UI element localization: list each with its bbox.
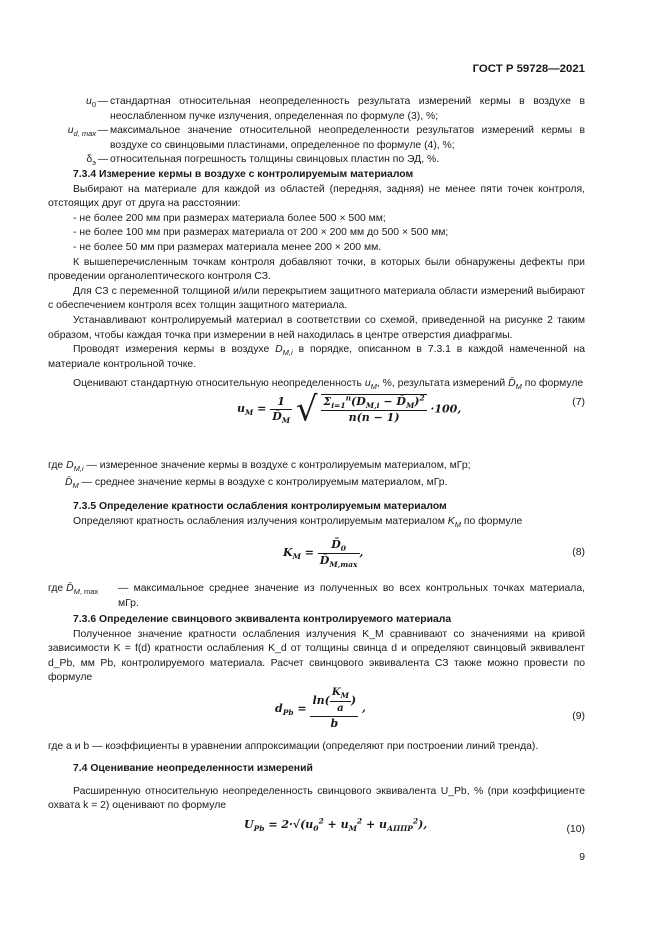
paragraph: Расширенную относительную неопределенность свинцового эквивалента U_Pb, % (при коэффициенте охвата k = 2) оценивают по формуле	[48, 785, 585, 812]
symbol: $u_{d, max}$	[67, 125, 96, 139]
definition-text: максимальное значение относительной неопределенности результатов измерений кермы в воздухе со свинцовыми пластинами, определенное по формуле (4), %;	[110, 125, 585, 151]
definitions-formula-7	[48, 459, 585, 490]
symbol: $\delta_э$	[86, 154, 96, 168]
list-item: - не более 100 мм при размерах материала от 200 × 200 мм до 500 × 500 мм;	[73, 227, 449, 239]
list-item: - не более 50 мм при размерах материала менее 200 × 200 мм.	[73, 241, 382, 253]
paragraph: Устанавливают контролируемый материал в соответствии со схемой, приведенной на рисунке 2 таким образом, чтобы каждая точка при измерении в ней находилась в центре отверстия диафрагмы.	[48, 314, 585, 341]
paragraph: Оценивают стандартную относительную неопределенность $u_M$, %, результата измерений $D̄_M$ по формуле	[73, 378, 584, 392]
definition-text: — максимальное среднее значение из полученных во всех контрольных точках материала, мГр.	[118, 583, 585, 609]
paragraph: К вышеперечисленным точкам контроля добавляют точки, в которых были обнаружены дефекты при проведении органолептического контроля СЗ.	[48, 256, 585, 283]
definition: $D̄_M$ — среднее значение кермы в воздухе с контролируемым материалом, мГр.	[65, 476, 448, 490]
definition-formula-9	[48, 740, 585, 755]
definition-text: относительная погрешность толщины свинцовых пластин по ЭД, %.	[110, 154, 440, 166]
formula-8: $K_M$ = $\frac{D̄_0}{D̄_{M,max}}$ ,	[283, 538, 364, 569]
definition-formula-8: где $D̄_{M, max}$ — максимальное среднее значение из полученных во всех контрольных точках материала, мГр.	[48, 582, 585, 611]
standard-number: ГОСТ Р 59728—2021	[472, 63, 585, 75]
section-heading: 7.3.5 Определение кратности ослабления контролируемым материалом	[73, 501, 447, 512]
section-heading: 7.4 Оценивание неопределенности измерений	[73, 763, 313, 774]
symbol: $u_0$	[86, 96, 96, 110]
equation-number: (10)	[566, 824, 585, 835]
equation-number: (7)	[572, 397, 585, 408]
section-heading: 7.3.6 Определение свинцового эквивалента контролируемого материала	[73, 614, 452, 625]
definition-u0: $u_0$ — стандартная относительная неопределенность результата измерений кермы в воздухе в неослабленном пучке излучения, определенная по формуле (3), %;	[48, 95, 585, 124]
paragraph: Полученное значение кратности ослабления излучения K_M сравнивают со значениями на кривой зависимости K = f(d) кратности ослабления K_d от толщины свинца d и определяют свинцовый эквивалент d_Pb, мм Pb, контролируемого материала. Расчет свинцового эквивалента СЗ также можно провести по формуле	[48, 628, 585, 684]
definition-delta: $\delta_э$ — относительная погрешность толщины свинцовых пластин по ЭД, %.	[48, 153, 585, 168]
definition: где a и b — коэффициенты в уравнении аппроксимации (определяют при построении линий тренда).	[48, 741, 539, 752]
list-item: - не более 200 мм при размерах материала более 500 × 500 мм;	[73, 212, 386, 224]
formula-9: $d_{Pb}$ = ln( $\frac{K_M}{a}$ ) b ,	[275, 687, 366, 731]
paragraph: Для СЗ с переменной толщиной и/или перекрытием защитного материала области измерений выбирают с обеспечением контроля всех толщин защитного материала.	[48, 285, 585, 312]
page-number: 9	[579, 852, 585, 863]
section-7-4	[48, 762, 585, 814]
formula-7: $u_M$ = $\frac{1}{D̄_M}$ √ $\frac{\Sigma_{i=1}^n(D_{M,i} - D̄_M)^2}{n(n - 1)}$ ·100,	[237, 389, 462, 430]
definition-ud-max: $u_{d, max}$ — максимальное значение относительной неопределенности результатов измерений кермы в воздухе со свинцовыми пластинами, определенное по формуле (4), %;	[48, 124, 585, 153]
section-7-3-6	[48, 613, 585, 686]
formula-10: $U_{Pb} = 2\cdot√(u_0^2 + u_M^2 + u_{АППР}^2)$,	[244, 816, 428, 834]
section-heading: 7.3.4 Измерение кермы в воздухе с контролируемым материалом	[73, 169, 414, 180]
section-7-3-5	[48, 500, 585, 529]
equation-number: (8)	[572, 547, 585, 558]
paragraph: Определяют кратность ослабления излучения контролируемым материалом $K_M$ по формуле	[73, 515, 523, 529]
definitions-list	[48, 95, 585, 168]
equation-number: (9)	[572, 711, 585, 722]
paragraph: Выбирают на материале для каждой из областей (передняя, задняя) не менее пяти точек контроля, отстоящих друг от друга на расстоянии:	[48, 183, 585, 210]
section-7-3-4	[48, 168, 585, 392]
definition: где $D_{M,i}$ — измеренное значение кермы в воздухе с контролируемым материалом, мГр;	[48, 460, 471, 474]
definition-text: стандартная относительная неопределенность результата измерений кермы в воздухе в неослабленном пучке излучения, определенная по формуле (3), %;	[110, 96, 585, 122]
paragraph: Проводят измерения кермы в воздухе $D_{M,i}$ в порядке, описанном в 7.3.1 в каждой намеченной на материале контрольной точке.	[48, 344, 585, 370]
